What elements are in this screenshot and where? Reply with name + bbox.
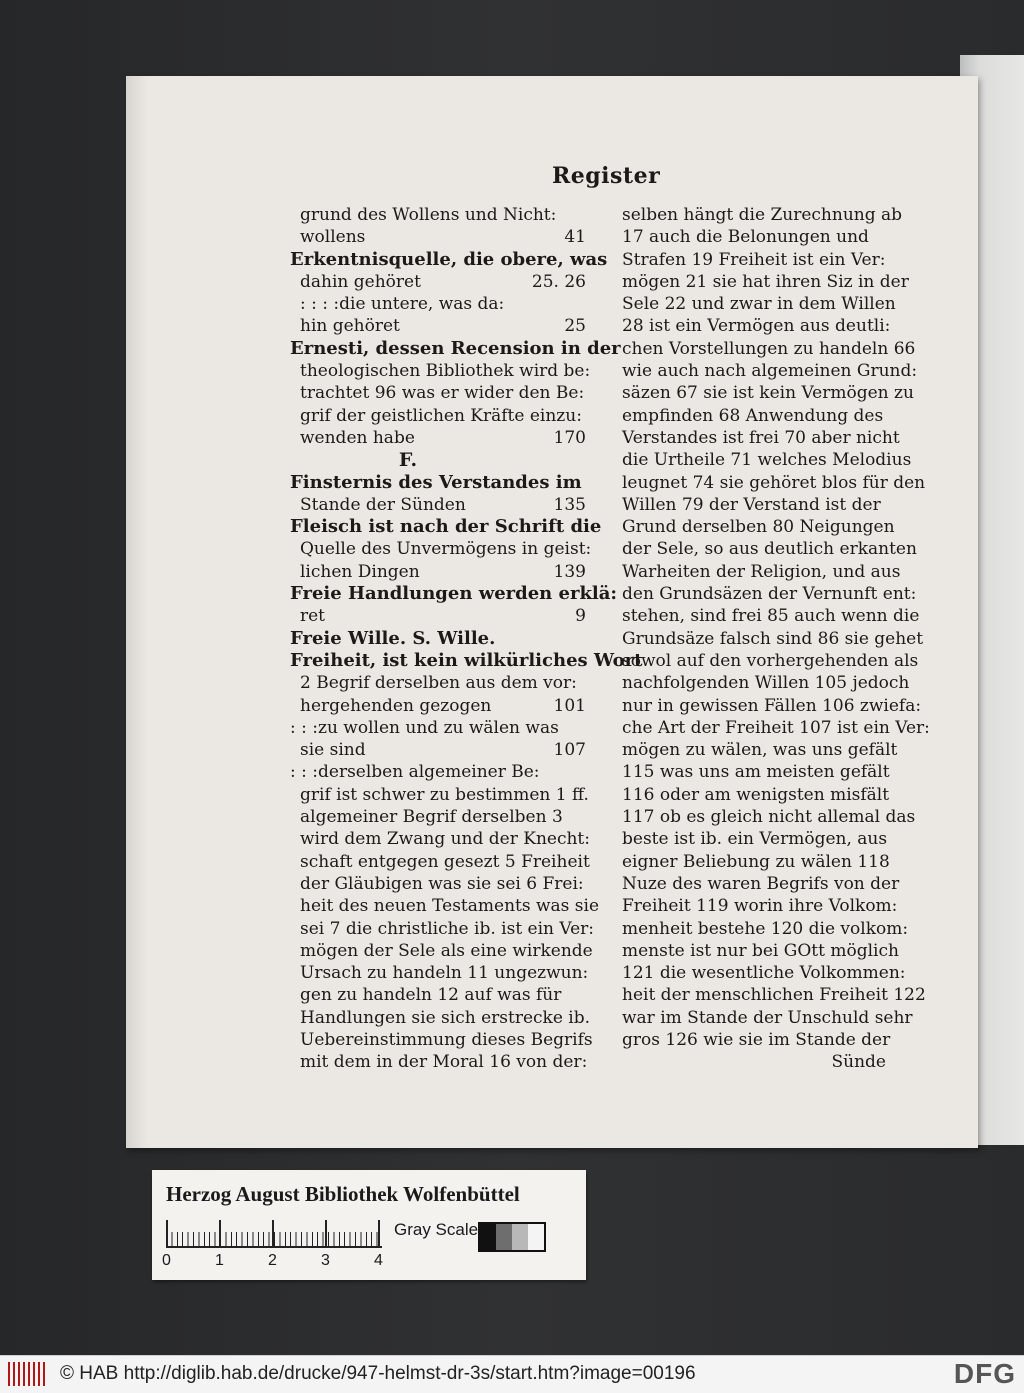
line-text: stehen, sind frei 85 auch wenn die — [622, 606, 920, 627]
right-text-column — [622, 204, 930, 1074]
ruler-numbers — [162, 1252, 392, 1272]
line-text: menheit bestehe 120 die volkom: — [622, 918, 909, 939]
index-entry-heading — [290, 516, 602, 538]
line-text: dahin gehöret — [300, 271, 421, 292]
line-text: che Art der Freiheit 107 ist ein Ver: — [622, 717, 930, 738]
line-text: war im Stande der Unschuld sehr — [622, 1007, 913, 1028]
index-line — [290, 873, 586, 895]
index-line — [290, 828, 590, 850]
line-text: Sele 22 und zwar in dem Willen — [622, 294, 896, 315]
index-line — [290, 605, 586, 627]
line-text: wird dem Zwang und der Knecht: — [300, 829, 590, 850]
ruler-major-tick — [219, 1220, 221, 1246]
line-text: gen zu handeln 12 auf was für — [300, 985, 562, 1006]
line-text: mögen der Sele als eine wirkende — [300, 940, 593, 961]
line-text: 2 Begrif derselben aus dem vor: — [300, 673, 577, 694]
line-text: den Grundsäzen der Vernunft ent: — [622, 584, 917, 605]
index-line — [290, 940, 593, 962]
ditto-marks: : : : — [290, 762, 318, 783]
index-line — [622, 449, 912, 471]
line-text: Freie Wille. S. Wille. — [290, 627, 496, 649]
index-line — [290, 784, 589, 806]
line-text: leugnet 74 sie gehöret blos für den — [622, 472, 926, 493]
index-line — [290, 538, 592, 560]
viewer-footer — [0, 1355, 1024, 1393]
line-text: Ursach zu handeln 11 ungezwun: — [300, 963, 589, 984]
index-line — [622, 695, 922, 717]
index-line — [622, 494, 886, 516]
line-text: 116 oder am wenigsten misfält — [622, 784, 890, 805]
index-line — [290, 382, 586, 404]
line-text: Grund derselben 80 Neigungen — [622, 517, 895, 538]
index-line — [290, 226, 586, 248]
line-text: Warheiten der Religion, und aus — [622, 561, 901, 582]
line-text: der Gläubigen was sie sei 6 Frei: — [300, 873, 584, 894]
line-text: Fleisch ist nach der Schrift die — [290, 516, 602, 538]
line-text: Ernesti, dessen Recension in der — [290, 337, 621, 359]
index-line — [290, 561, 586, 583]
index-line — [622, 962, 906, 984]
index-line — [290, 204, 586, 226]
index-line — [622, 405, 886, 427]
line-text: der Sele, so aus deutlich erkanten — [622, 539, 917, 560]
ruler-number: 1 — [215, 1252, 224, 1269]
index-line — [622, 1051, 886, 1073]
ruler-number: 2 — [268, 1252, 277, 1269]
line-text: die untere, was da: — [339, 294, 505, 315]
line-text: derselben algemeiner Be: — [318, 762, 540, 783]
index-line — [622, 605, 920, 627]
index-line — [290, 895, 600, 917]
line-text: schaft entgegen gesezt 5 Freiheit — [300, 851, 590, 872]
index-line — [290, 271, 586, 293]
line-text: die Urtheile 71 welches Melodius — [622, 450, 912, 471]
index-line — [290, 717, 586, 739]
index-line — [290, 1007, 591, 1029]
line-text: hin gehöret — [300, 316, 400, 337]
line-text: Willen 79 der Verstand ist der — [622, 494, 881, 515]
line-text: Erkentnisquelle, die obere, was — [290, 248, 608, 270]
index-line — [290, 962, 589, 984]
line-text: sowol auf den vorhergehenden als — [622, 650, 919, 671]
index-line — [290, 806, 586, 828]
index-entry-heading — [290, 472, 586, 494]
line-text: Quelle des Unvermögens in geist: — [300, 539, 592, 560]
line-text: nachfolgenden Willen 105 jedoch — [622, 673, 910, 694]
index-entry-heading — [290, 337, 621, 360]
line-text: 121 die wesentliche Volkommen: — [622, 963, 906, 984]
index-line — [622, 249, 886, 271]
index-line — [290, 851, 590, 873]
line-text: sie sind — [300, 740, 366, 761]
line-text: Uebereinstimmung dieses Begrifs — [300, 1029, 593, 1050]
index-line — [622, 338, 916, 360]
index-entry-heading — [290, 248, 608, 271]
ruler-major-tick — [166, 1220, 168, 1246]
line-text: wie auch nach algemeinen Grund: — [622, 361, 918, 382]
index-line — [290, 405, 586, 427]
line-text: beste ist ib. ein Vermögen, aus — [622, 829, 888, 850]
line-text: chen Vorstellungen zu handeln 66 — [622, 338, 916, 359]
line-text: mögen 21 sie hat ihren Siz in der — [622, 271, 909, 292]
page-reference: 135 — [553, 494, 586, 515]
ditto-marks: : : : — [290, 717, 318, 738]
line-text: Freiheit 119 worin ihre Volkom: — [622, 896, 898, 917]
index-entry-heading — [290, 649, 643, 672]
line-text: nur in gewissen Fällen 106 zwiefa: — [622, 695, 922, 716]
library-name: Herzog August Bibliothek Wolfenbüttel — [166, 1182, 520, 1206]
index-line — [622, 204, 903, 226]
index-entry-heading — [290, 628, 586, 650]
index-line — [622, 472, 926, 494]
index-line — [622, 628, 924, 650]
copyright-url[interactable]: © HAB http://diglib.hab.de/drucke/947-helmst-dr-3s/start.htm?image=00196 — [60, 1363, 696, 1384]
index-line — [290, 1051, 586, 1073]
line-text: Stande der Sünden — [300, 494, 466, 515]
color-calibration-bar — [152, 1170, 586, 1280]
index-line — [622, 918, 909, 940]
index-line — [622, 672, 910, 694]
line-text: Sünde — [831, 1052, 886, 1073]
index-line — [622, 427, 900, 449]
index-line — [290, 1029, 593, 1051]
line-text: trachtet 96 was er wider den Be: — [300, 383, 585, 404]
line-text: mögen zu wälen, was uns gefält — [622, 740, 898, 761]
gray-swatch — [528, 1224, 544, 1250]
line-text: selben hängt die Zurechnung ab — [622, 205, 903, 225]
index-line — [290, 984, 586, 1006]
line-text: Grundsäze falsch sind 86 sie gehet — [622, 628, 924, 649]
index-line — [622, 984, 926, 1006]
index-line — [622, 293, 896, 315]
page-reference: 25. 26 — [531, 271, 586, 292]
line-text: heit des neuen Testaments was sie — [300, 896, 600, 917]
index-line — [622, 382, 914, 404]
index-line — [290, 494, 586, 516]
ruler-number: 3 — [321, 1252, 330, 1269]
line-text: ret — [300, 606, 326, 627]
ruler-number: 0 — [162, 1252, 171, 1269]
line-text: grif der geistlichen Kräfte einzu: — [300, 405, 582, 426]
line-text: wenden habe — [300, 427, 415, 448]
index-entry-heading — [290, 583, 618, 605]
line-text: Verstandes ist frei 70 aber nicht — [622, 427, 900, 448]
line-text: wollens — [300, 227, 366, 248]
gray-swatch — [496, 1224, 512, 1250]
index-line — [622, 851, 890, 873]
index-line — [622, 538, 917, 560]
index-line — [622, 940, 899, 962]
line-text: Freie Handlungen werden erklä: — [290, 583, 618, 605]
line-text: sei 7 die christliche ib. ist ein Ver: — [300, 918, 595, 939]
line-text: grif ist schwer zu bestimmen 1 ff. — [300, 784, 589, 805]
line-text: hergehenden gezogen — [300, 695, 492, 716]
page-reference: 170 — [553, 427, 586, 448]
page-reference: 41 — [564, 227, 586, 248]
line-text: lichen Dingen — [300, 561, 420, 582]
index-line — [622, 739, 898, 761]
line-text: empfinden 68 Anwendung des — [622, 405, 884, 426]
index-line — [622, 873, 900, 895]
index-line — [290, 427, 586, 449]
line-text: zu wollen und zu wälen was — [318, 717, 559, 738]
line-text: eigner Beliebung zu wälen 118 — [622, 851, 890, 872]
line-text: theologischen Bibliothek wird be: — [300, 361, 591, 382]
line-text: Freiheit, ist kein wilkürliches Wort — [290, 649, 643, 671]
index-line — [622, 583, 917, 605]
ruler-major-tick — [378, 1220, 380, 1246]
index-line — [622, 561, 901, 583]
line-text: säzen 67 sie ist kein Vermögen zu — [622, 383, 914, 404]
line-text: Handlungen sie sich erstrecke ib. — [300, 1007, 591, 1028]
hab-logo-icon — [8, 1362, 46, 1386]
index-line — [290, 739, 586, 761]
index-line — [622, 761, 890, 783]
section-letter — [290, 449, 586, 471]
page-reference: 101 — [553, 695, 586, 716]
gray-swatch — [512, 1224, 528, 1250]
index-line — [622, 828, 886, 850]
line-text: 17 auch die Belonungen und — [622, 227, 869, 248]
index-line — [290, 360, 591, 382]
index-line — [622, 1029, 891, 1051]
index-line — [290, 761, 586, 783]
line-text: menste ist nur bei GOtt möglich — [622, 940, 899, 961]
index-line — [290, 672, 586, 694]
dfg-logo: DFG — [953, 1358, 1016, 1389]
line-text: Strafen 19 Freiheit ist ein Ver: — [622, 249, 886, 270]
index-line — [290, 315, 586, 337]
index-line — [622, 516, 895, 538]
index-line — [290, 918, 595, 940]
line-text: 117 ob es gleich nicht allemal das — [622, 807, 916, 828]
index-line — [622, 784, 890, 806]
ruler-number: 4 — [374, 1252, 383, 1269]
index-line — [622, 226, 886, 248]
line-text: gros 126 wie sie im Stande der — [622, 1029, 891, 1050]
line-text: 28 ist ein Vermögen aus deutli: — [622, 316, 891, 337]
gray-scale-label: Gray Scale — [394, 1220, 479, 1239]
line-text: Nuze des waren Begrifs von der — [622, 873, 900, 894]
index-line — [622, 360, 918, 382]
page-reference: 25 — [564, 316, 586, 337]
line-text: grund des Wollens und Nicht: — [300, 205, 557, 225]
index-line — [622, 271, 909, 293]
gray-scale-swatches — [478, 1222, 546, 1252]
running-head: Register — [552, 163, 661, 189]
page-reference: 139 — [553, 561, 586, 582]
ruler-major-tick — [325, 1220, 327, 1246]
centimeter-ruler — [166, 1220, 382, 1248]
page-gutter-shadow — [126, 76, 148, 1148]
line-text: F. — [398, 449, 418, 472]
index-line — [622, 895, 898, 917]
ruler-major-tick — [272, 1220, 274, 1246]
line-text: 115 was uns am meisten gefält — [622, 762, 890, 783]
line-text: heit der menschlichen Freiheit 122 — [622, 985, 926, 1006]
index-line — [290, 695, 586, 717]
line-text: mit dem in der Moral 16 von der: — [300, 1052, 588, 1073]
left-text-column — [290, 204, 643, 1074]
page-reference: 107 — [553, 740, 586, 761]
index-line — [622, 650, 919, 672]
index-line — [622, 1007, 913, 1029]
index-line — [622, 806, 916, 828]
ditto-marks: : : : : — [300, 294, 340, 315]
index-line — [290, 293, 586, 315]
line-text: Finsternis des Verstandes im — [290, 471, 582, 493]
index-line — [622, 315, 891, 337]
line-text: algemeiner Begrif derselben 3 — [300, 807, 563, 828]
index-line — [622, 717, 930, 739]
page-reference: 9 — [575, 606, 586, 627]
gray-swatch — [480, 1224, 496, 1250]
